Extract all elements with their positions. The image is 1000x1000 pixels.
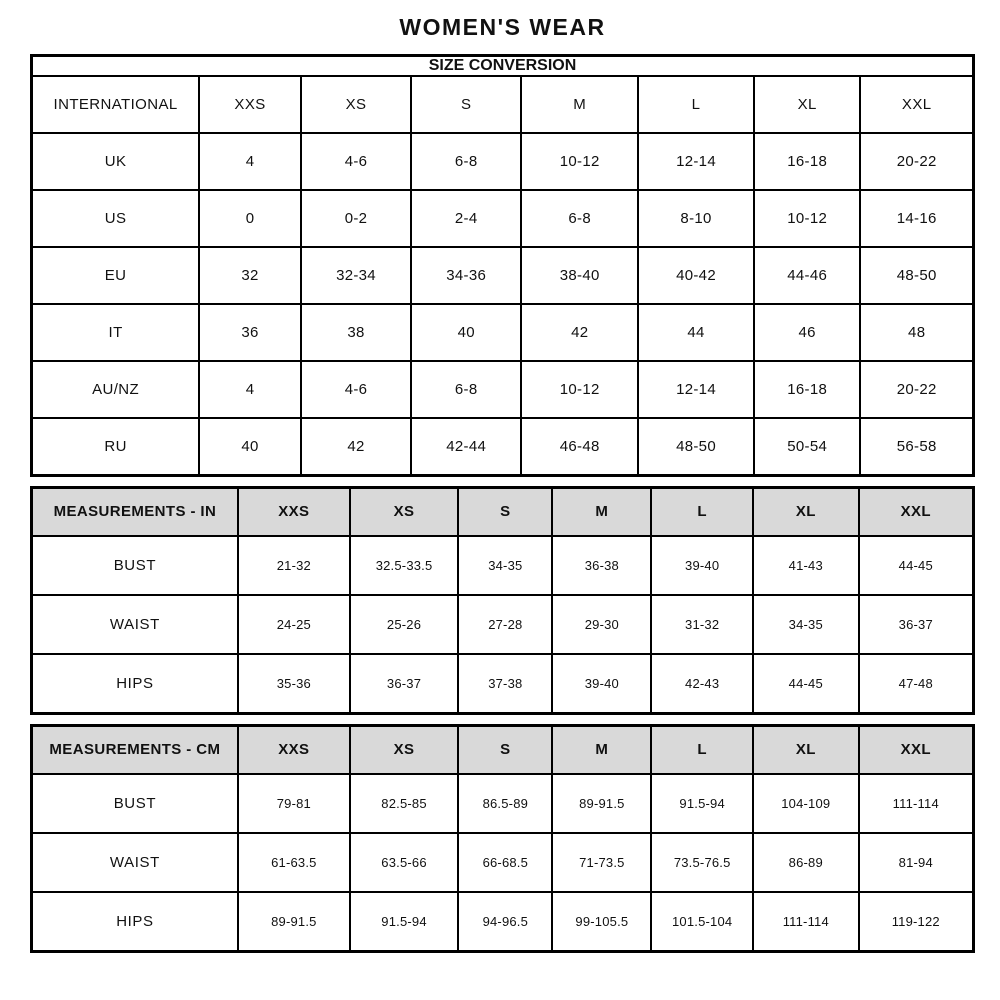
size-conversion-header-l: L [638, 76, 754, 133]
size-conversion-cell: 48-50 [638, 418, 754, 475]
measurements-in-cell: 27-28 [458, 595, 552, 654]
measurements-in-cell: 44-45 [753, 654, 859, 713]
measurements-cm-cell: 89-91.5 [238, 892, 350, 951]
size-conversion-cell: 20-22 [860, 361, 973, 418]
measurements-cm-cell: 91.5-94 [651, 774, 753, 833]
measurements-in-cell: 42-43 [651, 654, 753, 713]
size-conversion-cell: 48-50 [860, 247, 973, 304]
size-conversion-row-label: IT [32, 304, 200, 361]
size-conversion-cell: 10-12 [754, 190, 860, 247]
measurements-cm-cell: 81-94 [859, 833, 974, 892]
measurements-cm-body [32, 774, 974, 951]
measurements-in-row-hips [32, 654, 974, 713]
measurements-in-cell: 36-37 [859, 595, 974, 654]
measurements-cm-header-xs: XS [350, 725, 458, 774]
size-conversion-cell: 10-12 [521, 361, 638, 418]
size-conversion-row-au-nz [32, 361, 974, 418]
size-conversion-row-label: EU [32, 247, 200, 304]
size-conversion-cell: 32-34 [301, 247, 411, 304]
measurements-cm-header-m: M [552, 725, 651, 774]
measurements-in-cell: 31-32 [651, 595, 753, 654]
measurements-cm-row-waist [32, 833, 974, 892]
measurements-cm-header-l: L [651, 725, 753, 774]
size-conversion-row-it [32, 304, 974, 361]
size-conversion-row-ru [32, 418, 974, 475]
measurements-in-row-label: HIPS [32, 654, 238, 713]
size-conversion-cell: 4 [199, 361, 301, 418]
size-conversion-cell: 6-8 [411, 133, 521, 190]
size-conversion-cell: 14-16 [860, 190, 973, 247]
measurements-in-cell: 25-26 [350, 595, 458, 654]
measurements-cm-cell: 61-63.5 [238, 833, 350, 892]
measurements-in-body [32, 536, 974, 713]
measurements-in-cell: 39-40 [552, 654, 651, 713]
measurements-in-cell: 34-35 [458, 536, 552, 595]
size-conversion-cell: 46-48 [521, 418, 638, 475]
measurements-in-header-l: L [651, 487, 753, 536]
size-conversion-cell: 2-4 [411, 190, 521, 247]
size-conversion-cell: 0 [199, 190, 301, 247]
measurements-in-header-xxs: XXS [238, 487, 350, 536]
measurements-in-header-label: MEASUREMENTS - IN [32, 487, 238, 536]
size-conversion-cell: 48 [860, 304, 973, 361]
measurements-cm-header-label: MEASUREMENTS - CM [32, 725, 238, 774]
size-conversion-cell: 6-8 [411, 361, 521, 418]
measurements-cm-header-xxs: XXS [238, 725, 350, 774]
size-conversion-cell: 40 [411, 304, 521, 361]
measurements-cm-cell: 86-89 [753, 833, 859, 892]
size-conversion-cell: 4-6 [301, 133, 411, 190]
size-conversion-cell: 10-12 [521, 133, 638, 190]
measurements-cm-table [30, 724, 975, 953]
size-conversion-cell: 12-14 [638, 361, 754, 418]
size-conversion-cell: 42 [521, 304, 638, 361]
measurements-in-row-waist [32, 595, 974, 654]
measurements-cm-cell: 79-81 [238, 774, 350, 833]
size-conversion-row-label: UK [32, 133, 200, 190]
measurements-cm-cell: 91.5-94 [350, 892, 458, 951]
measurements-cm-cell: 86.5-89 [458, 774, 552, 833]
measurements-in-table [30, 486, 975, 715]
size-conversion-row-uk [32, 133, 974, 190]
measurements-in-cell: 21-32 [238, 536, 350, 595]
size-conversion-cell: 16-18 [754, 133, 860, 190]
size-conversion-cell: 38 [301, 304, 411, 361]
measurements-in-cell: 35-36 [238, 654, 350, 713]
measurements-in-cell: 37-38 [458, 654, 552, 713]
measurements-in-cell: 29-30 [552, 595, 651, 654]
measurements-cm-row-hips [32, 892, 974, 951]
size-conversion-cell: 12-14 [638, 133, 754, 190]
measurements-cm-cell: 111-114 [859, 774, 974, 833]
measurements-cm-header-xl: XL [753, 725, 859, 774]
size-conversion-cell: 40-42 [638, 247, 754, 304]
size-conversion-row-label: US [32, 190, 200, 247]
size-conversion-cell: 16-18 [754, 361, 860, 418]
measurements-cm-row-label: WAIST [32, 833, 238, 892]
page-title: WOMEN'S WEAR [399, 14, 606, 40]
size-conversion-header-s: S [411, 76, 521, 133]
size-conversion-row-us [32, 190, 974, 247]
size-conversion-cell: 8-10 [638, 190, 754, 247]
measurements-in-cell: 39-40 [651, 536, 753, 595]
size-conversion-cell: 42 [301, 418, 411, 475]
measurements-in-row-label: BUST [32, 536, 238, 595]
size-conversion-header-label: INTERNATIONAL [32, 76, 200, 133]
size-conversion-cell: 4 [199, 133, 301, 190]
measurements-cm-header-s: S [458, 725, 552, 774]
size-conversion-header-row [32, 76, 974, 133]
measurements-cm-cell: 66-68.5 [458, 833, 552, 892]
measurements-cm-cell: 94-96.5 [458, 892, 552, 951]
size-conversion-cell: 36 [199, 304, 301, 361]
measurements-in-header-m: M [552, 487, 651, 536]
measurements-in-cell: 47-48 [859, 654, 974, 713]
measurements-cm-cell: 82.5-85 [350, 774, 458, 833]
measurements-cm-cell: 89-91.5 [552, 774, 651, 833]
measurements-in-cell: 41-43 [753, 536, 859, 595]
measurements-cm-cell: 119-122 [859, 892, 974, 951]
size-conversion-header-xl: XL [754, 76, 860, 133]
size-conversion-cell: 56-58 [860, 418, 973, 475]
size-conversion-cell: 4-6 [301, 361, 411, 418]
size-conversion-row-label: AU/NZ [32, 361, 200, 418]
size-conversion-title-row [32, 56, 974, 77]
measurements-in-row-label: WAIST [32, 595, 238, 654]
size-conversion-cell: 42-44 [411, 418, 521, 475]
measurements-in-cell: 32.5-33.5 [350, 536, 458, 595]
size-conversion-header-xxs: XXS [199, 76, 301, 133]
measurements-in-header-xxl: XXL [859, 487, 974, 536]
size-conversion-cell: 34-36 [411, 247, 521, 304]
measurements-in-row-bust [32, 536, 974, 595]
measurements-in-cell: 44-45 [859, 536, 974, 595]
size-conversion-header-xxl: XXL [860, 76, 973, 133]
measurements-in-header-xl: XL [753, 487, 859, 536]
size-conversion-cell: 44-46 [754, 247, 860, 304]
size-conversion-row-label: RU [32, 418, 200, 475]
size-conversion-cell: 6-8 [521, 190, 638, 247]
size-conversion-row-eu [32, 247, 974, 304]
measurements-cm-header-row [32, 725, 974, 774]
size-conversion-cell: 20-22 [860, 133, 973, 190]
measurements-in-header-s: S [458, 487, 552, 536]
measurements-cm-cell: 111-114 [753, 892, 859, 951]
measurements-in-cell: 34-35 [753, 595, 859, 654]
size-conversion-table [30, 54, 975, 477]
size-conversion-cell: 50-54 [754, 418, 860, 475]
measurements-cm-cell: 104-109 [753, 774, 859, 833]
size-conversion-title: SIZE CONVERSION [32, 56, 974, 77]
size-conversion-cell: 38-40 [521, 247, 638, 304]
size-conversion-header-xs: XS [301, 76, 411, 133]
measurements-in-cell: 36-37 [350, 654, 458, 713]
measurements-cm-header-xxl: XXL [859, 725, 974, 774]
measurements-cm-cell: 99-105.5 [552, 892, 651, 951]
size-conversion-cell: 32 [199, 247, 301, 304]
measurements-cm-cell: 101.5-104 [651, 892, 753, 951]
size-conversion-header-m: M [521, 76, 638, 133]
measurements-cm-cell: 71-73.5 [552, 833, 651, 892]
size-conversion-cell: 44 [638, 304, 754, 361]
measurements-in-header-xs: XS [350, 487, 458, 536]
measurements-cm-row-label: HIPS [32, 892, 238, 951]
measurements-cm-row-label: BUST [32, 774, 238, 833]
measurements-cm-row-bust [32, 774, 974, 833]
size-conversion-body [32, 133, 974, 475]
size-conversion-cell: 40 [199, 418, 301, 475]
measurements-cm-cell: 73.5-76.5 [651, 833, 753, 892]
measurements-in-cell: 24-25 [238, 595, 350, 654]
size-conversion-cell: 0-2 [301, 190, 411, 247]
measurements-in-header-row [32, 487, 974, 536]
measurements-in-cell: 36-38 [552, 536, 651, 595]
size-conversion-cell: 46 [754, 304, 860, 361]
measurements-cm-cell: 63.5-66 [350, 833, 458, 892]
